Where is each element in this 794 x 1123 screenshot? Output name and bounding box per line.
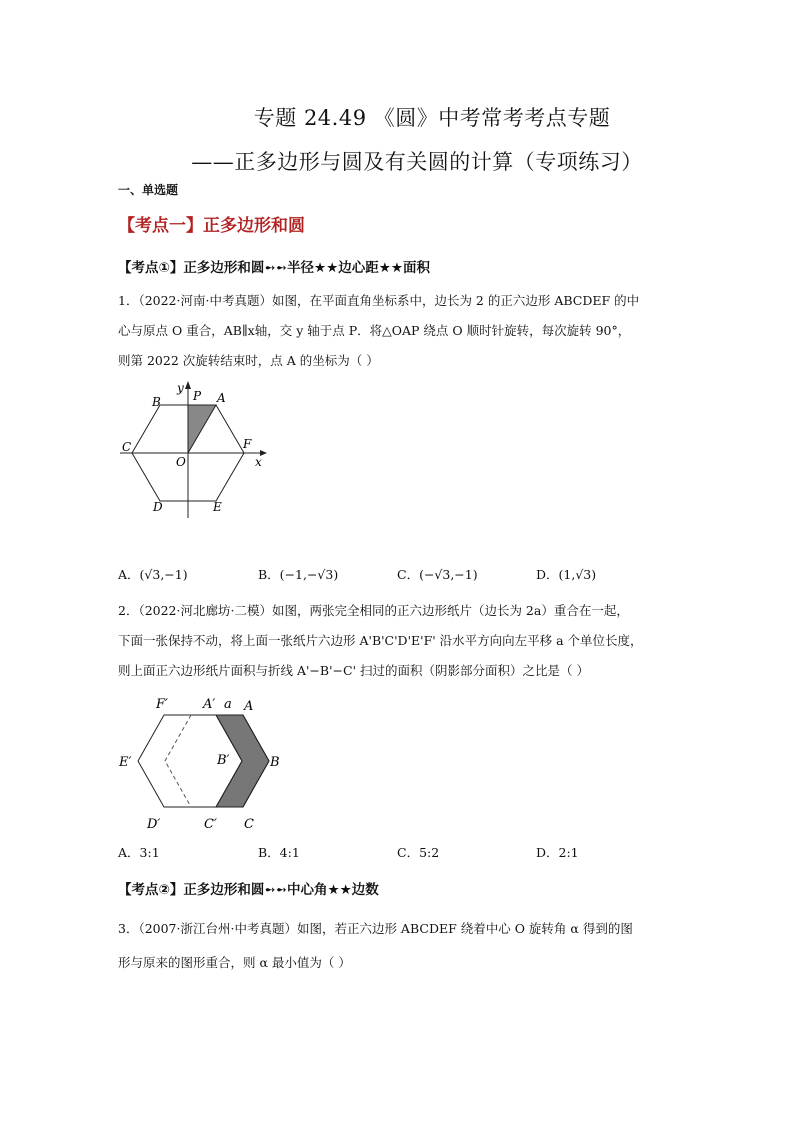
q2-line-3: 则上面正六边形纸片面积与折线 A'−B'−C' 扫过的面积（阴影部分面积）之比是（ ） [118, 663, 589, 678]
q1-option-a[interactable]: A．(√3,−1) [118, 567, 188, 582]
q2-option-a[interactable]: A．3:1 [118, 845, 160, 860]
label-b: B [152, 395, 161, 409]
label-c-prime: C′ [204, 817, 217, 832]
question-2 [118, 596, 678, 686]
label-e: E [213, 500, 222, 514]
title-line-1: 专题 24.49 《圆》中考常考考点专题 [253, 106, 611, 130]
q2-line-1: 2．（2022·河北廊坊·二模）如图，两张完全相同的正六边形纸片（边长为 2a）重合在一起， [118, 603, 629, 618]
label-x: x [255, 455, 262, 469]
triangle-oap [188, 405, 216, 453]
label-c: C [244, 817, 254, 832]
q3-line-2: 形与原来的图形重合，则 α 最小值为（ ） [118, 955, 351, 970]
label-c: C [122, 440, 132, 454]
label-f: F [243, 437, 252, 451]
label-y: y [177, 381, 184, 395]
label-a-small: a [224, 697, 232, 712]
label-p: P [193, 389, 202, 403]
title-line-2: ——正多边形与圆及有关圆的计算（专项练习） [191, 150, 643, 174]
sub-kaodian-2: 【考点②】正多边形和圆➻➻中心角★★边数 [118, 882, 379, 898]
label-d: D [153, 500, 163, 514]
label-a: A [217, 391, 226, 405]
label-a-prime: A′ [203, 697, 216, 712]
q3-line-1: 3．（2007·浙江台州·中考真题）如图，若正六边形 ABCDEF 绕着中心 O 旋转角 α 得到的图 [118, 921, 633, 936]
q2-line-2: 下面一张保持不动，将上面一张纸片六边形 A'B'C'D'E'F' 沿水平方向向左平移 a 个单位长度， [118, 633, 643, 648]
q1-line-1: 1．（2022·河南·中考真题）如图，在平面直角坐标系中，边长为 2 的正六边形 ABCDEF 的中 [118, 293, 640, 308]
q1-option-b[interactable]: B．(−1,−√3) [258, 567, 339, 582]
q2-option-c[interactable]: C．5:2 [397, 845, 440, 860]
q1-line-3: 则第 2022 次旋转结束时，点 A 的坐标为（ ） [118, 353, 379, 368]
question-3 [118, 912, 678, 980]
hexagon-original-dashed [165, 715, 191, 807]
y-axis-arrow [185, 381, 191, 389]
section-heading: 一、单选题 [118, 183, 179, 197]
q2-figure [112, 690, 292, 835]
q2-option-d[interactable]: D．2:1 [536, 845, 579, 860]
q1-option-c[interactable]: C．(−√3,−1) [397, 567, 478, 582]
sub-kaodian-1: 【考点①】正多边形和圆➻➻半径★★边心距★★面积 [118, 260, 430, 276]
q2-option-b[interactable]: B．4:1 [258, 845, 300, 860]
label-d-prime: D′ [147, 817, 161, 832]
label-b-prime: B′ [217, 753, 230, 768]
label-a: A [244, 699, 254, 714]
label-e-prime: E′ [119, 755, 132, 770]
kaodian-1-heading: 【考点一】正多边形和圆 [118, 216, 305, 236]
label-f-prime: F′ [156, 697, 168, 712]
q1-line-2: 心与原点 O 重合，AB∥x轴，交 y 轴于点 P．将△OAP 绕点 O 顺时针旋转，每次旋转 90°， [118, 323, 631, 338]
question-1 [118, 286, 678, 376]
q1-option-d[interactable]: D．(1,√3) [536, 567, 597, 582]
q1-figure [115, 378, 275, 523]
label-b: B [270, 755, 280, 770]
label-o: O [176, 455, 186, 469]
